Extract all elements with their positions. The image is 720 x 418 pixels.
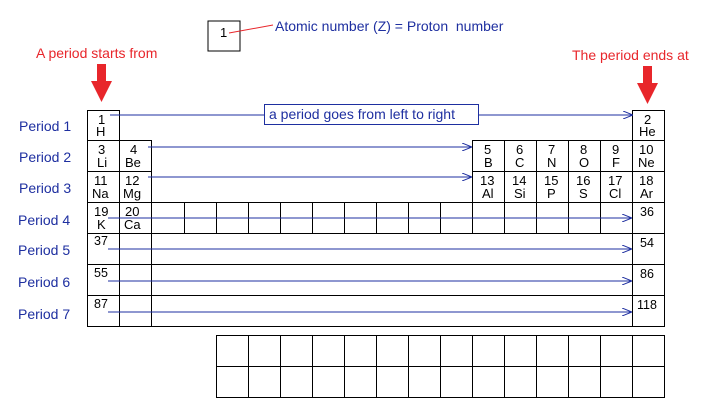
period-label-6: Period 6 bbox=[18, 274, 71, 290]
period-label-5: Period 5 bbox=[18, 242, 71, 258]
element-symbol: Mg bbox=[123, 186, 142, 201]
element-number: 18 bbox=[639, 173, 654, 188]
element-number: 6 bbox=[516, 142, 524, 157]
period-label-2: Period 2 bbox=[19, 149, 72, 165]
element-number: 17 bbox=[608, 173, 623, 188]
element-number: 13 bbox=[480, 173, 495, 188]
element-number: 16 bbox=[576, 173, 591, 188]
element-symbol: Ar bbox=[640, 186, 653, 201]
element-symbol: Be bbox=[125, 155, 141, 170]
legend-label: Atomic number (Z) = Proton number bbox=[275, 18, 504, 34]
element-symbol: Ca bbox=[124, 217, 141, 232]
element-number: 5 bbox=[484, 142, 492, 157]
element-labels bbox=[92, 112, 657, 312]
period-end-note: The period ends at bbox=[572, 47, 689, 63]
element-number: 55 bbox=[94, 266, 108, 280]
element-number: 87 bbox=[94, 297, 108, 311]
element-symbol: S bbox=[579, 186, 588, 201]
element-symbol: O bbox=[579, 155, 590, 170]
period-start-note: A period starts from bbox=[36, 45, 158, 61]
end-arrow-icon bbox=[637, 66, 658, 104]
element-number: 36 bbox=[640, 205, 654, 219]
element-number: 8 bbox=[580, 142, 588, 157]
element-number: 1 bbox=[98, 112, 106, 127]
element-number: 118 bbox=[637, 298, 657, 312]
element-symbol: Si bbox=[514, 186, 526, 201]
element-symbol: P bbox=[547, 186, 556, 201]
element-symbol: Ne bbox=[638, 155, 655, 170]
element-number: 37 bbox=[94, 234, 108, 248]
element-number: 11 bbox=[94, 173, 108, 188]
element-number: 19 bbox=[94, 204, 109, 219]
element-symbol: He bbox=[639, 124, 656, 139]
legend-sample-number: 1 bbox=[220, 25, 228, 40]
period-label-4: Period 4 bbox=[18, 212, 71, 228]
element-symbol: N bbox=[547, 155, 557, 170]
element-number: 7 bbox=[548, 142, 556, 157]
element-symbol: F bbox=[612, 155, 620, 170]
element-symbol: Li bbox=[97, 155, 108, 170]
element-number: 2 bbox=[644, 112, 652, 127]
element-number: 4 bbox=[130, 142, 138, 157]
element-number: 10 bbox=[639, 142, 654, 157]
period-label-3: Period 3 bbox=[19, 180, 72, 196]
period-label-1: Period 1 bbox=[19, 118, 72, 134]
element-number: 12 bbox=[125, 173, 140, 188]
f-block-grid bbox=[217, 336, 665, 398]
direction-label: a period goes from left to right bbox=[269, 106, 455, 122]
element-number: 20 bbox=[125, 204, 140, 219]
period-label-7: Period 7 bbox=[18, 306, 71, 322]
element-symbol: Al bbox=[482, 186, 494, 201]
element-symbol: H bbox=[96, 124, 106, 139]
element-number: 3 bbox=[98, 142, 106, 157]
element-number: 54 bbox=[640, 236, 654, 250]
start-arrow-icon bbox=[91, 64, 112, 102]
element-symbol: Cl bbox=[609, 186, 622, 201]
element-number: 15 bbox=[544, 173, 559, 188]
element-number: 14 bbox=[512, 173, 527, 188]
element-number: 86 bbox=[640, 267, 654, 281]
element-symbol: B bbox=[484, 155, 493, 170]
element-symbol: K bbox=[97, 217, 106, 232]
element-symbol: C bbox=[515, 155, 525, 170]
element-number: 9 bbox=[612, 142, 620, 157]
element-symbol: Na bbox=[92, 186, 109, 201]
